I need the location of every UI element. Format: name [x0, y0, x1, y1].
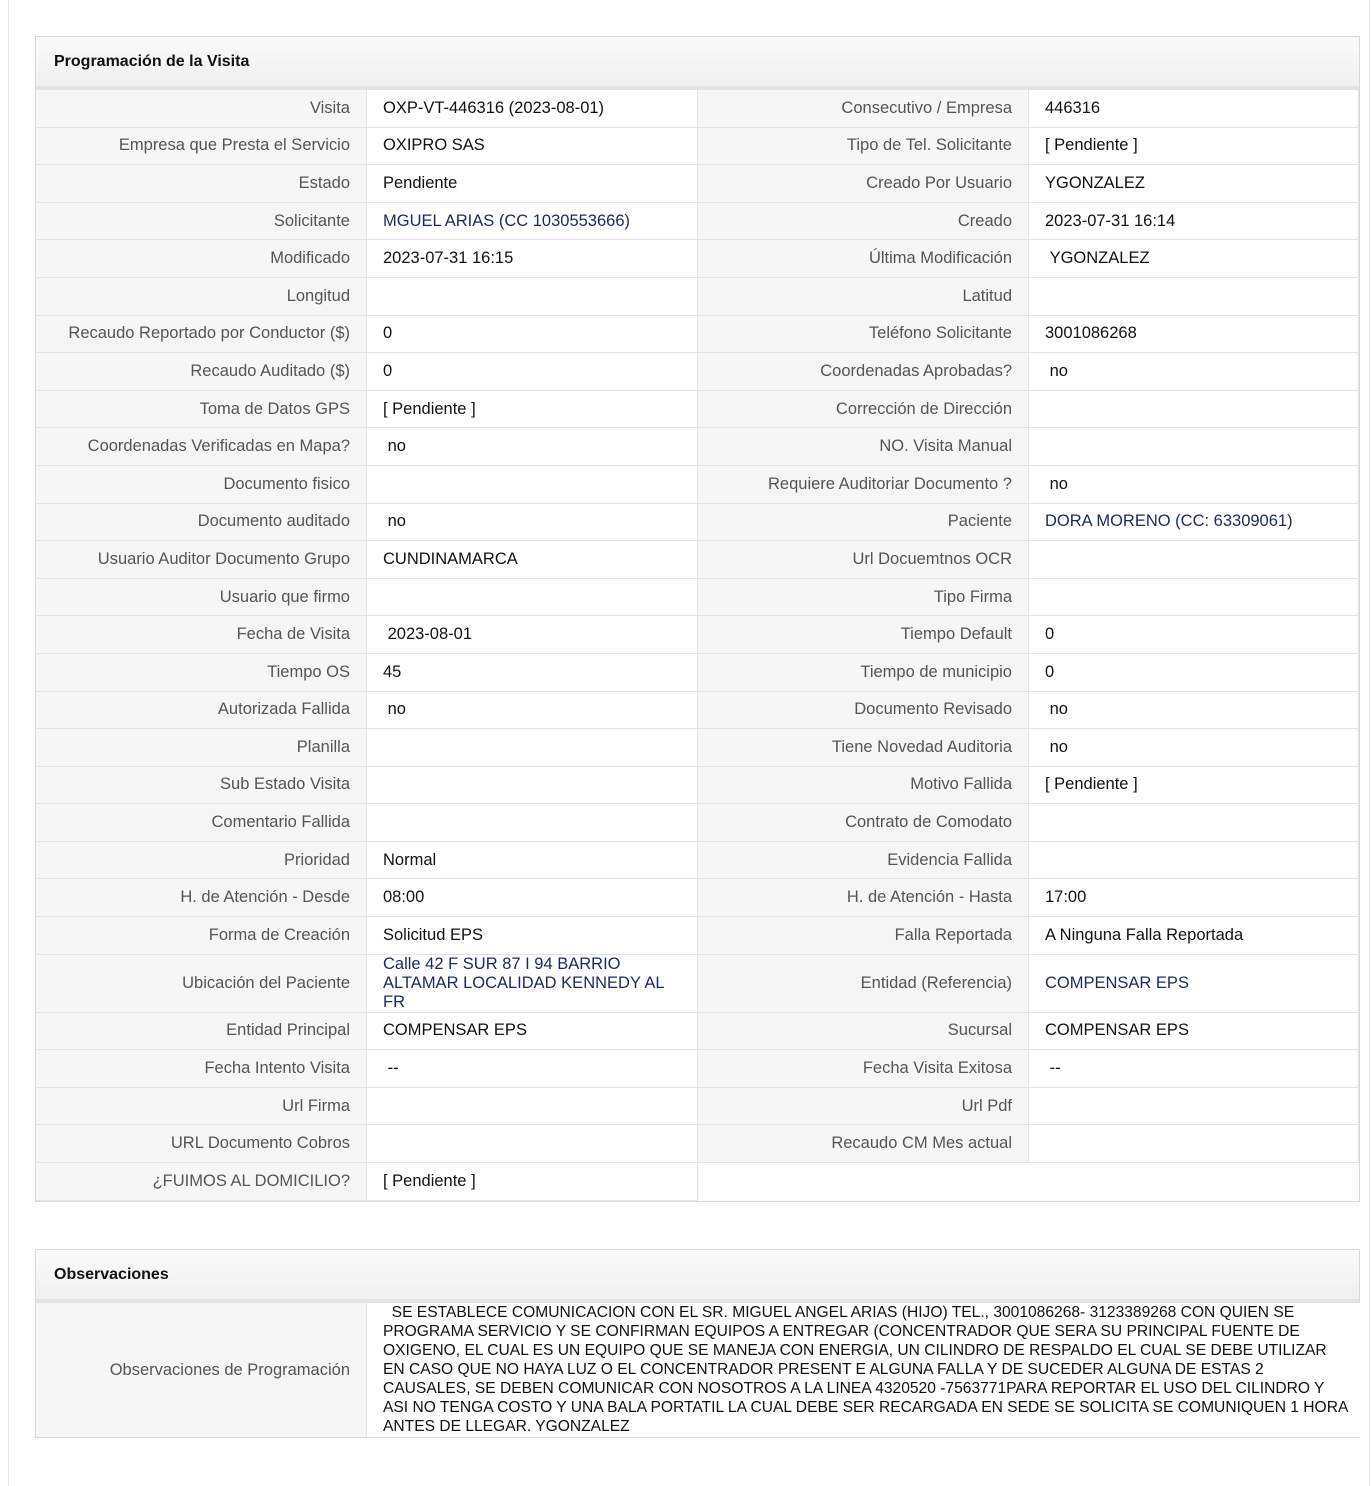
label-h-de-atencion-hasta: H. de Atención - Hasta	[698, 879, 1029, 917]
label-fuimos-al-domicilio: ¿FUIMOS AL DOMICILIO?	[36, 1163, 367, 1201]
value-tiene-novedad-auditoria: no	[1029, 729, 1359, 767]
label-fecha-de-visita: Fecha de Visita	[36, 616, 367, 654]
label-latitud: Latitud	[698, 278, 1029, 316]
value-tiempo-de-municipio: 0	[1029, 654, 1359, 692]
value-coordenadas-aprobadas: no	[1029, 353, 1359, 391]
value-recaudo-reportado-por-conductor: 0	[367, 316, 698, 354]
label-fecha-visita-exitosa: Fecha Visita Exitosa	[698, 1050, 1029, 1088]
label-url-firma: Url Firma	[36, 1088, 367, 1126]
observations-row	[36, 1303, 1359, 1437]
label-visita: Visita	[36, 90, 367, 128]
label-tipo-firma: Tipo Firma	[698, 579, 1029, 617]
value-falla-reportada: A Ninguna Falla Reportada	[1029, 917, 1359, 955]
label-creado-por-usuario: Creado Por Usuario	[698, 165, 1029, 203]
value-autorizada-fallida: no	[367, 692, 698, 730]
visit-schedule-panel	[35, 36, 1360, 1202]
value-tiempo-default: 0	[1029, 616, 1359, 654]
value-recaudo-cm-mes-actual	[1029, 1125, 1359, 1163]
value-usuario-que-firmo	[367, 579, 698, 617]
value-sub-estado-visita	[367, 767, 698, 805]
value-fuimos-al-domicilio: [ Pendiente ]	[367, 1163, 698, 1201]
label-h-de-atencion-desde: H. de Atención - Desde	[36, 879, 367, 917]
label-documento-revisado: Documento Revisado	[698, 692, 1029, 730]
value-solicitante[interactable]: MGUEL ARIAS (CC 1030553666)	[367, 203, 698, 241]
value-latitud	[1029, 278, 1359, 316]
label-requiere-auditoriar-documento: Requiere Auditoriar Documento ?	[698, 466, 1029, 504]
value-forma-de-creacion: Solicitud EPS	[367, 917, 698, 955]
value-documento-fisico	[367, 466, 698, 504]
label-entidad-referencia: Entidad (Referencia)	[698, 955, 1029, 1013]
label-forma-de-creacion: Forma de Creación	[36, 917, 367, 955]
label-fecha-intento-visita: Fecha Intento Visita	[36, 1050, 367, 1088]
label-recaudo-reportado-por-conductor: Recaudo Reportado por Conductor ($)	[36, 316, 367, 354]
visit-details-grid	[36, 90, 1359, 1201]
label-url-docuemtnos-ocr: Url Docuemtnos OCR	[698, 541, 1029, 579]
label-no-visita-manual: NO. Visita Manual	[698, 428, 1029, 466]
value-documento-revisado: no	[1029, 692, 1359, 730]
value-url-firma	[367, 1088, 698, 1126]
label-tiempo-de-municipio: Tiempo de municipio	[698, 654, 1029, 692]
observations-title: Observaciones	[36, 1250, 1359, 1303]
label-usuario-que-firmo: Usuario que firmo	[36, 579, 367, 617]
value-paciente[interactable]: DORA MORENO (CC: 63309061)	[1029, 504, 1359, 542]
label-planilla: Planilla	[36, 729, 367, 767]
value-empresa-que-presta-el-servicio: OXIPRO SAS	[367, 128, 698, 166]
value-coordenadas-verificadas-en-mapa: no	[367, 428, 698, 466]
empty-cell	[1029, 1163, 1359, 1201]
label-solicitante: Solicitante	[36, 203, 367, 241]
value-motivo-fallida: [ Pendiente ]	[1029, 767, 1359, 805]
label-url-documento-cobros: URL Documento Cobros	[36, 1125, 367, 1163]
value-fecha-de-visita: 2023-08-01	[367, 616, 698, 654]
label-correccion-de-direccion: Corrección de Dirección	[698, 391, 1029, 429]
value-correccion-de-direccion	[1029, 391, 1359, 429]
label-coordenadas-verificadas-en-mapa: Coordenadas Verificadas en Mapa?	[36, 428, 367, 466]
value-documento-auditado: no	[367, 504, 698, 542]
value-estado: Pendiente	[367, 165, 698, 203]
value-evidencia-fallida	[1029, 842, 1359, 880]
observations-text: SE ESTABLECE COMUNICACION CON EL SR. MIGUEL ANGEL ARIAS (HIJO) TEL., 3001086268- 3123389268 CON QUIEN SE PROGRAMA SERVICIO Y SE CONFIRMAN EQUIPOS A ENTREGAR (CONCENTRADOR QUE SERA SU PRINCIPAL FUENTE DE OXIGENO, EL CUAL ES UN EQUIPO QUE SE MANEJA CON ENERGIA, UN CILINDRO DE RESPALDO EL CUAL SE DEBE UTILIZAR EN CASO QUE NO HAYA LUZ O EL CONCENTRADOR PRESENT E ALGUNA FALLA Y DE SUCEDER ALGUNA DE ESTAS 2 CAUSALES, SE DEBEN COMUNICAR CON NOSOTROS A LA LINEA 4320520 -7563771PARA REPORTAR EL USO DEL CILINDRO Y ASI NO TENGA COSTO Y UNA BALA PORTATIL LA CUAL DEBE SER RECARGADA EN SEDE SE SOLICITA SE COMUNIQUEN 1 HORA ANTES DE LLEGAR. YGONZALEZ	[367, 1303, 1360, 1437]
label-consecutivo-empresa: Consecutivo / Empresa	[698, 90, 1029, 128]
value-url-pdf	[1029, 1088, 1359, 1126]
label-motivo-fallida: Motivo Fallida	[698, 767, 1029, 805]
label-coordenadas-aprobadas: Coordenadas Aprobadas?	[698, 353, 1029, 391]
value-no-visita-manual	[1029, 428, 1359, 466]
value-entidad-referencia[interactable]: COMPENSAR EPS	[1029, 955, 1359, 1013]
value-h-de-atencion-desde: 08:00	[367, 879, 698, 917]
label-autorizada-fallida: Autorizada Fallida	[36, 692, 367, 730]
value-planilla	[367, 729, 698, 767]
value-toma-de-datos-gps: [ Pendiente ]	[367, 391, 698, 429]
empty-cell	[698, 1163, 1029, 1201]
page-container	[8, 0, 1370, 1486]
observations-label: Observaciones de Programación	[36, 1303, 367, 1437]
value-h-de-atencion-hasta: 17:00	[1029, 879, 1359, 917]
value-prioridad: Normal	[367, 842, 698, 880]
value-creado-por-usuario: YGONZALEZ	[1029, 165, 1359, 203]
value-tipo-firma	[1029, 579, 1359, 617]
label-telefono-solicitante: Teléfono Solicitante	[698, 316, 1029, 354]
label-recaudo-cm-mes-actual: Recaudo CM Mes actual	[698, 1125, 1029, 1163]
label-tipo-de-tel-solicitante: Tipo de Tel. Solicitante	[698, 128, 1029, 166]
label-falla-reportada: Falla Reportada	[698, 917, 1029, 955]
value-modificado: 2023-07-31 16:15	[367, 240, 698, 278]
label-ubicacion-del-paciente: Ubicación del Paciente	[36, 955, 367, 1013]
label-tiempo-os: Tiempo OS	[36, 654, 367, 692]
label-ultima-modificacion: Última Modificación	[698, 240, 1029, 278]
value-ultima-modificacion: YGONZALEZ	[1029, 240, 1359, 278]
observations-panel	[35, 1249, 1360, 1438]
value-telefono-solicitante: 3001086268	[1029, 316, 1359, 354]
value-fecha-intento-visita: --	[367, 1050, 698, 1088]
label-tiempo-default: Tiempo Default	[698, 616, 1029, 654]
value-requiere-auditoriar-documento: no	[1029, 466, 1359, 504]
label-evidencia-fallida: Evidencia Fallida	[698, 842, 1029, 880]
label-paciente: Paciente	[698, 504, 1029, 542]
label-entidad-principal: Entidad Principal	[36, 1013, 367, 1051]
label-documento-fisico: Documento fisico	[36, 466, 367, 504]
value-fecha-visita-exitosa: --	[1029, 1050, 1359, 1088]
label-toma-de-datos-gps: Toma de Datos GPS	[36, 391, 367, 429]
label-empresa-que-presta-el-servicio: Empresa que Presta el Servicio	[36, 128, 367, 166]
label-prioridad: Prioridad	[36, 842, 367, 880]
label-longitud: Longitud	[36, 278, 367, 316]
label-documento-auditado: Documento auditado	[36, 504, 367, 542]
label-contrato-de-comodato: Contrato de Comodato	[698, 804, 1029, 842]
value-creado: 2023-07-31 16:14	[1029, 203, 1359, 241]
value-usuario-auditor-documento-grupo: CUNDINAMARCA	[367, 541, 698, 579]
value-tipo-de-tel-solicitante: [ Pendiente ]	[1029, 128, 1359, 166]
value-entidad-principal: COMPENSAR EPS	[367, 1013, 698, 1051]
value-contrato-de-comodato	[1029, 804, 1359, 842]
value-url-docuemtnos-ocr	[1029, 541, 1359, 579]
label-recaudo-auditado: Recaudo Auditado ($)	[36, 353, 367, 391]
label-usuario-auditor-documento-grupo: Usuario Auditor Documento Grupo	[36, 541, 367, 579]
value-tiempo-os: 45	[367, 654, 698, 692]
label-sub-estado-visita: Sub Estado Visita	[36, 767, 367, 805]
value-url-documento-cobros	[367, 1125, 698, 1163]
label-sucursal: Sucursal	[698, 1013, 1029, 1051]
value-sucursal: COMPENSAR EPS	[1029, 1013, 1359, 1051]
value-longitud	[367, 278, 698, 316]
value-comentario-fallida	[367, 804, 698, 842]
value-recaudo-auditado: 0	[367, 353, 698, 391]
value-ubicacion-del-paciente[interactable]: Calle 42 F SUR 87 I 94 BARRIO ALTAMAR LOCALIDAD KENNEDY AL FR	[367, 955, 698, 1013]
label-modificado: Modificado	[36, 240, 367, 278]
label-url-pdf: Url Pdf	[698, 1088, 1029, 1126]
visit-schedule-title: Programación de la Visita	[36, 37, 1359, 90]
label-comentario-fallida: Comentario Fallida	[36, 804, 367, 842]
label-estado: Estado	[36, 165, 367, 203]
label-creado: Creado	[698, 203, 1029, 241]
value-consecutivo-empresa: 446316	[1029, 90, 1359, 128]
label-tiene-novedad-auditoria: Tiene Novedad Auditoria	[698, 729, 1029, 767]
value-visita: OXP-VT-446316 (2023-08-01)	[367, 90, 698, 128]
